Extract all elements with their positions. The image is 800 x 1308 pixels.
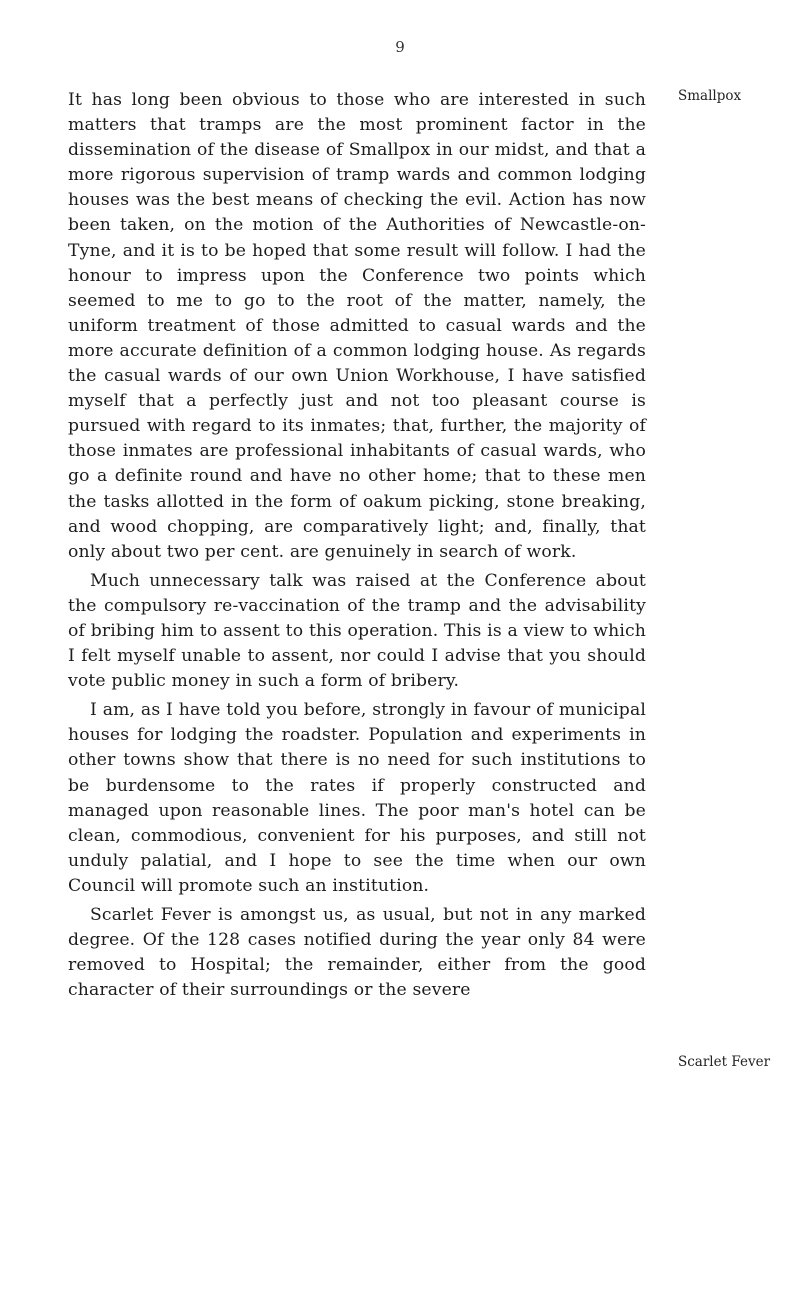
- page-number: 9: [395, 38, 405, 56]
- paragraph-scarlet-fever: Scarlet Fever is amongst us, as usual, but not in any marked degree. Of the 128 cases notified during the year only 84 were removed to Hospital; the remainder, either from the good character of their surroundings or the severe: [68, 905, 646, 1001]
- paragraph-smallpox: It has long been obvious to those who are interested in such matters that tramps are the most prominent factor in the dissemination of the disease of Smallpox in our midst, and that a more rigorous supervision of tramp wards and common lodging houses was the best means of checking the evil. Action has now been taken, on the motion of the Authorities of Newcastle-on-Tyne, and it is to be hoped that some result will follow. I had the honour to impress upon the Conference two points which seemed to me to go to the root of the matter, namely, the uniform treatment of those admitted to casual wards and the more accurate definition of a common lodging house. As regards the casual wards of our own Union Workhouse, I have satisfied myself that a perfectly just and not too pleasant course is pursued with regard to its inmates; that, further, the majority of those inmates are professional inhabitants of casual wards, who go a definite round and have no other home; that to these men the tasks allotted in the form of oakum picking, stone breaking, and wood chopping, are comparatively light; and, finally, that only about two per cent. are genuinely in search of work.: [68, 90, 646, 562]
- paragraph-municipal-houses: I am, as I have told you before, strongly in favour of municipal houses for lodging the roadster. Population and experiments in other towns show that there is no need for such institutions to be burdensome to the rates if properly constructed and managed upon reasonable lines. The poor man's hotel can be clean, commodious, convenient for his purposes, and still not unduly palatial, and I hope to see the time when our own Council will promote such an institution.: [68, 700, 646, 896]
- margin-note-smallpox: Smallpox: [678, 88, 742, 104]
- margin-note-scarlet-fever: Scarlet Fever: [678, 1054, 771, 1070]
- body-text: [68, 88, 646, 1003]
- paragraph-revaccination: Much unnecessary talk was raised at the Conference about the compulsory re-vaccination of the tramp and the advisability of bribing him to assent to this operation. This is a view to which I felt myself unable to assent, nor could I advise that you should vote public money in such a form of bribery.: [68, 570, 646, 692]
